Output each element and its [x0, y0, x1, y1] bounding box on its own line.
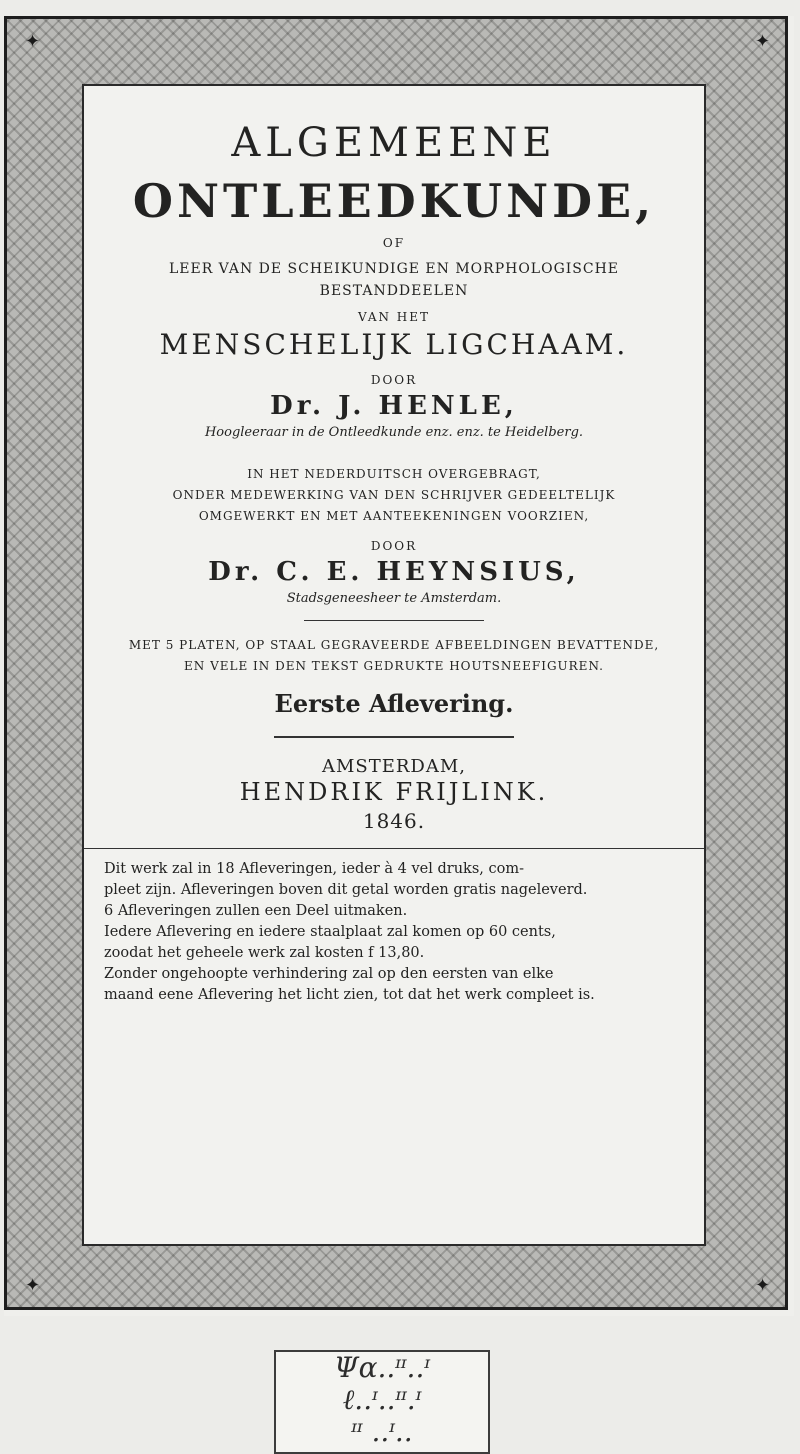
signature-line: ℓ..ᶦ..ᶦᶦ.ᶦ [342, 1383, 422, 1416]
title-van-het: VAN HET [357, 310, 431, 324]
plates-line1: MET 5 PLATEN, OP STAAL GEGRAVEERDE AFBEELDINGEN BEVATTENDE, [128, 638, 660, 652]
translation-line3: OMGEWERKT EN MET AANTEEKENINGEN VOORZIEN, [198, 509, 590, 523]
signature-line: ᶦᶦ ..ᶦ.. [351, 1415, 413, 1448]
author-name: Dr. J. HENLE, [270, 391, 518, 421]
handwritten-signature-stamp [274, 1350, 490, 1454]
ornament-corner-bottom-left: ✦ [25, 1275, 41, 1296]
translator-role: Stadsgeneesheer te Amsterdam. [286, 591, 502, 606]
translator-door: DOOR [370, 539, 418, 553]
notice-line: 6 Afleveringen zullen een Deel uitmaken. [104, 903, 408, 919]
title-line2: ONTLEEDKUNDE, [132, 174, 656, 228]
subscription-notice [84, 859, 704, 1006]
ornamental-rule [274, 736, 514, 738]
translation-line2: ONDER MEDEWERKING VAN DEN SCHRIJVER GEDEELTELIJK [172, 488, 616, 502]
signature-line: Ψα..ᶦᶦ..ᶦ [334, 1351, 430, 1384]
publisher-year: 1846. [362, 809, 426, 833]
author-role: Hoogleeraar in de Ontleedkunde enz. enz. te Heidelberg. [204, 425, 584, 440]
publisher-city: AMSTERDAM, [321, 756, 467, 777]
translation-line1: IN HET NEDERDUITSCH OVERGEBRAGT, [247, 467, 541, 481]
title-of: OF [382, 236, 406, 250]
notice-line: Dit werk zal in 18 Afleveringen, ieder à 4 vel druks, com- [104, 861, 524, 877]
divider-rule [304, 620, 484, 621]
delivery-label: Eerste Aflevering. [274, 689, 514, 718]
publisher-name: HENDRIK FRIJLINK. [239, 778, 549, 806]
title-line5: MENSCHELIJK LIGCHAAM. [159, 328, 629, 361]
ornament-corner-top-right: ✦ [755, 31, 771, 52]
notice-line: Iedere Aflevering en iedere staalplaat zal komen op 60 cents, [104, 924, 556, 940]
title-line3: LEER VAN DE SCHEIKUNDIGE EN MORPHOLOGISCHE [168, 261, 620, 277]
title-panel [82, 84, 706, 1246]
translator-name: Dr. C. E. HEYNSIUS, [208, 557, 580, 587]
notice-line: maand eene Aflevering het licht zien, tot dat het werk compleet is. [104, 987, 595, 1003]
notice-line: pleet zijn. Afleveringen boven dit getal worden gratis nageleverd. [104, 882, 588, 898]
title-line4: BESTANDDEELEN [319, 283, 469, 299]
ornament-corner-top-left: ✦ [25, 31, 41, 52]
plates-line2: EN VELE IN DEN TEKST GEDRUKTE HOUTSNEEFIGUREN. [184, 659, 604, 673]
author-door: DOOR [370, 373, 418, 387]
ornament-corner-bottom-right: ✦ [755, 1275, 771, 1296]
notice-line: Zonder ongehoopte verhindering zal op den eersten van elke [104, 966, 554, 982]
title-line1: ALGEMEENE [231, 120, 557, 166]
notice-line: zoodat het geheele werk zal kosten f 13,80. [104, 945, 425, 961]
